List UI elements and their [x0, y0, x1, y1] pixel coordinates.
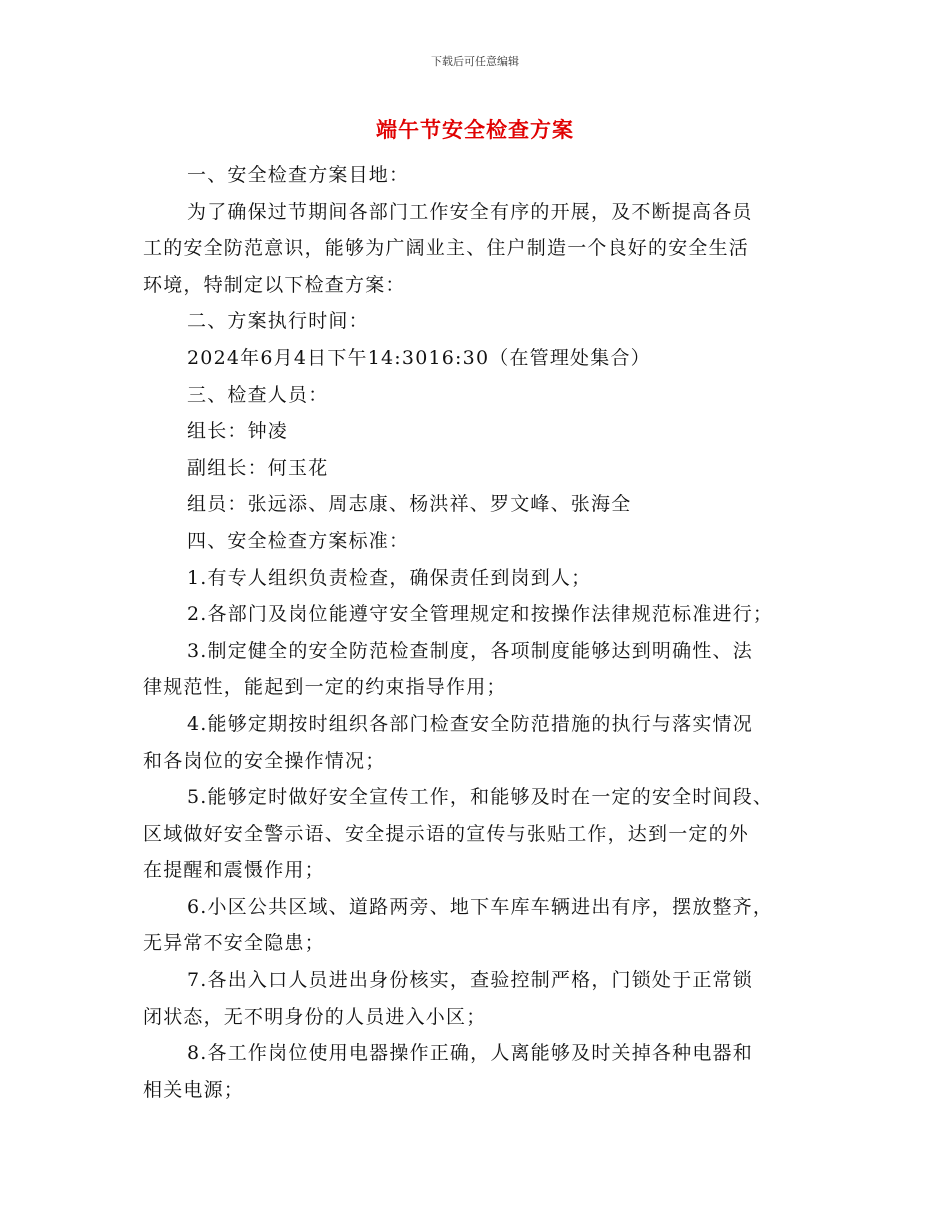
- standard-item-line: 律规范性，能起到一定的约束指导作用；: [143, 676, 507, 699]
- standard-item-line: 和各岗位的安全操作情况；: [143, 749, 386, 772]
- section-heading-standards: 四、安全检查方案标准：: [187, 529, 410, 552]
- deputy-leader-line: 副组长：何玉花: [187, 456, 329, 479]
- paragraph-line: 环境，特制定以下检查方案：: [143, 273, 406, 296]
- standard-item-line: 相关电源；: [143, 1078, 245, 1101]
- standard-item-line: 2.各部门及岗位能遵守安全管理规定和按操作法律规范标准进行；: [187, 603, 774, 626]
- standard-item-line: 5.能够定时做好安全宣传工作，和能够及时在一定的安全时间段、: [187, 786, 774, 809]
- section-heading-staff: 三、检查人员：: [187, 383, 329, 406]
- standard-item-line: 7.各出入口人员进出身份核实，查验控制严格，门锁处于正常锁: [187, 969, 753, 992]
- standard-item-line: 无异常不安全隐患；: [143, 932, 325, 955]
- standard-item-line: 3.制定健全的安全防范检查制度，各项制度能够达到明确性、法: [187, 639, 753, 662]
- section-heading-time: 二、方案执行时间：: [187, 310, 369, 333]
- header-note: 下载后可任意编辑: [431, 55, 519, 68]
- execution-time-line: 2024年6月4日下午14:3016:30（在管理处集合）: [187, 346, 651, 369]
- team-leader-line: 组长：钟凌: [187, 420, 289, 443]
- standard-item-line: 闭状态，无不明身份的人员进入小区；: [143, 1005, 487, 1028]
- standard-item-line: 6.小区公共区域、道路两旁、地下车库车辆进出有序，摆放整齐，: [187, 895, 774, 918]
- paragraph-line: 工的安全防范意识，能够为广阔业主、住户制造一个良好的安全生活: [143, 237, 750, 260]
- paragraph-line: 为了确保过节期间各部门工作安全有序的开展，及不断提高各员: [187, 200, 753, 223]
- standard-item-line: 1.有专人组织负责检查，确保责任到岗到人；: [187, 566, 592, 589]
- standard-item-line: 在提醒和震慑作用；: [143, 859, 325, 882]
- standard-item-line: 4.能够定期按时组织各部门检查安全防范措施的执行与落实情况: [187, 712, 753, 735]
- standard-item-line: 8.各工作岗位使用电器操作正确，人离能够及时关掉各种电器和: [187, 1042, 753, 1065]
- standard-item-line: 区域做好安全警示语、安全提示语的宣传与张贴工作，达到一定的外: [143, 822, 750, 845]
- document-title: 端午节安全检查方案: [376, 117, 574, 142]
- section-heading-purpose: 一、安全检查方案目地：: [187, 164, 410, 186]
- team-members-line: 组员：张远添、周志康、杨洪祥、罗文峰、张海全: [187, 493, 632, 516]
- document-body: [143, 157, 803, 1108]
